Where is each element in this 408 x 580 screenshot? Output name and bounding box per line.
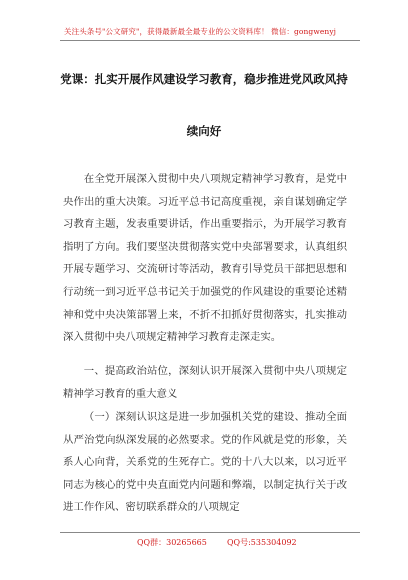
paragraph-section-heading: 一、提高政治站位，深刻认识开展深入贯彻中央八项规定精神学习教育的重大意义 bbox=[63, 365, 347, 400]
paragraph-intro: 在全党开展深入贯彻中央八项规定精神学习教育，是党中央作出的重大决策。习近平总书记高度重视，亲自谋划确定学习教育主题，发表重要讲话，作出重要指示，为开展学习教育指明了方向。我们要坚决贯彻落实党中央部署要求，认真组织开展专题学习、交流研讨等活动，教育引导党员干部把思想和行动统一到习近平总书记关于加强党的作风建设的重要论述精神和党中央决策部署上来，不折不扣抓好贯彻落实，扎实推动深入贯彻中央八项规定精神学习教育走深走实。 bbox=[63, 173, 347, 344]
footer-qq-group: QQ群：30265665 bbox=[137, 538, 207, 547]
document-title-line-2: 续向好 bbox=[186, 124, 222, 138]
document-title-line-1: 党课：扎实开展作风建设学习教育，稳步推进党风政风持 bbox=[60, 72, 348, 86]
header-divider bbox=[60, 40, 360, 41]
paragraph-subsection-1: （一）深刻认识这是进一步加强机关党的建设、推动全面从严治党向纵深发展的必然要求。党的作风就是党的形象，关系人心向背，关系党的生死存亡。党的十八大以来，以习近平同志为核心的党中央直面党内问题和弊端，以制定执行关于改进工作作风、密切联系群众的八项规定 bbox=[63, 411, 347, 514]
header-promo-text: 关注头条号"公文研究"，获得最新最全最专业的公文资料库！ 微信：gongwenyj bbox=[64, 27, 337, 36]
footer-qq-number: QQ号:535304092 bbox=[227, 538, 297, 547]
footer-divider bbox=[60, 532, 360, 533]
